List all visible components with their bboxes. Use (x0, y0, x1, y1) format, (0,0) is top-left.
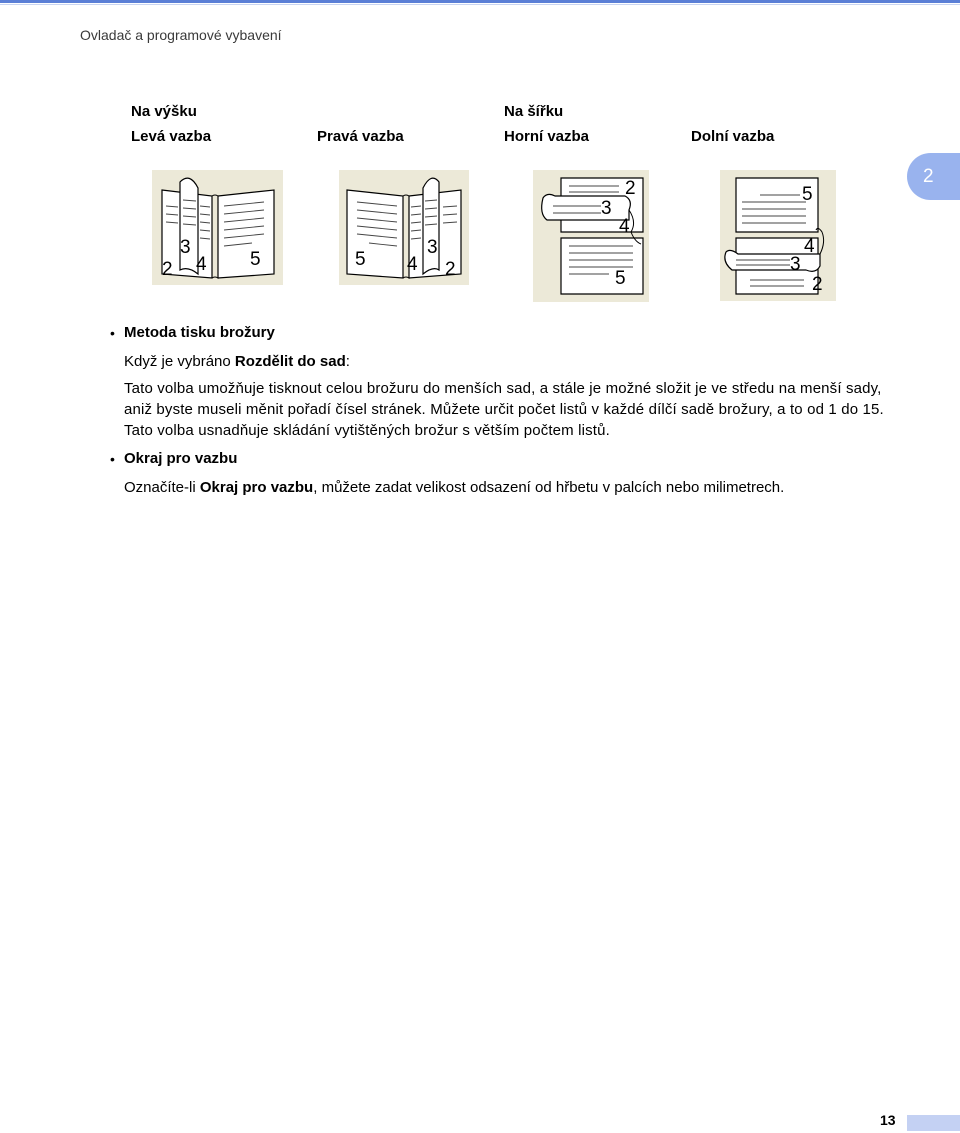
page-number: 5 (355, 249, 366, 270)
page-number: 3 (790, 254, 801, 275)
page-number: 5 (802, 184, 813, 205)
left-binding-label: Levá vazba (131, 128, 212, 145)
bullet-booklet: • (110, 325, 115, 341)
top-binding-illustration (533, 170, 649, 302)
page-number: 2 (162, 259, 173, 280)
top-binding-label: Horní vazba (504, 128, 590, 145)
page-number: 5 (250, 249, 261, 270)
booklet-intro: Když je vybráno Rozdělit do sad: (124, 353, 350, 370)
landscape-heading: Na šířku (504, 103, 564, 120)
page-number: 4 (196, 254, 207, 275)
booklet-body: Tato volba umožňuje tisknout celou brožuru do menších sad, a stále je možné složit je ve středu na menší sady, aniž byste museli měnit pořadí čísel stránek. Můžete určit počet listů v každé dílčí sadě brožury, a to od 1 do 15. Tato volba usnadňuje skládání vytištěných brožur s větším počtem listů. (124, 380, 884, 439)
page-number-footer: 13 (880, 1112, 896, 1128)
page-number: 3 (427, 237, 438, 258)
margin-section-title: Okraj pro vazbu (124, 450, 238, 467)
bottom-binding-illustration (720, 170, 836, 301)
booklet-section-title: Metoda tisku brožury (124, 324, 275, 341)
page-number: 5 (615, 268, 626, 289)
left-binding-illustration (152, 170, 283, 285)
top-rule (0, 0, 960, 3)
bullet-margin: • (110, 451, 115, 467)
running-header: Ovladač a programové vybavení (80, 27, 282, 43)
page-number: 3 (601, 198, 612, 219)
top-rule-shadow (0, 4, 960, 5)
bottom-binding-label: Dolní vazba (691, 128, 775, 145)
page-number: 4 (407, 254, 418, 275)
right-binding-illustration (339, 170, 469, 285)
right-binding-label: Pravá vazba (317, 128, 404, 145)
page-number: 3 (180, 237, 191, 258)
page-number: 2 (812, 274, 823, 295)
chapter-tab: 2 (907, 153, 960, 200)
page-number: 4 (619, 216, 630, 237)
footer-bar (907, 1115, 960, 1131)
portrait-heading: Na výšku (131, 103, 197, 120)
margin-body: Označíte-li Okraj pro vazbu, můžete zadat velikost odsazení od hřbetu v palcích nebo milimetrech. (124, 479, 785, 496)
page-number: 2 (625, 178, 636, 199)
page-number: 2 (445, 259, 456, 280)
page-number: 4 (804, 236, 815, 257)
